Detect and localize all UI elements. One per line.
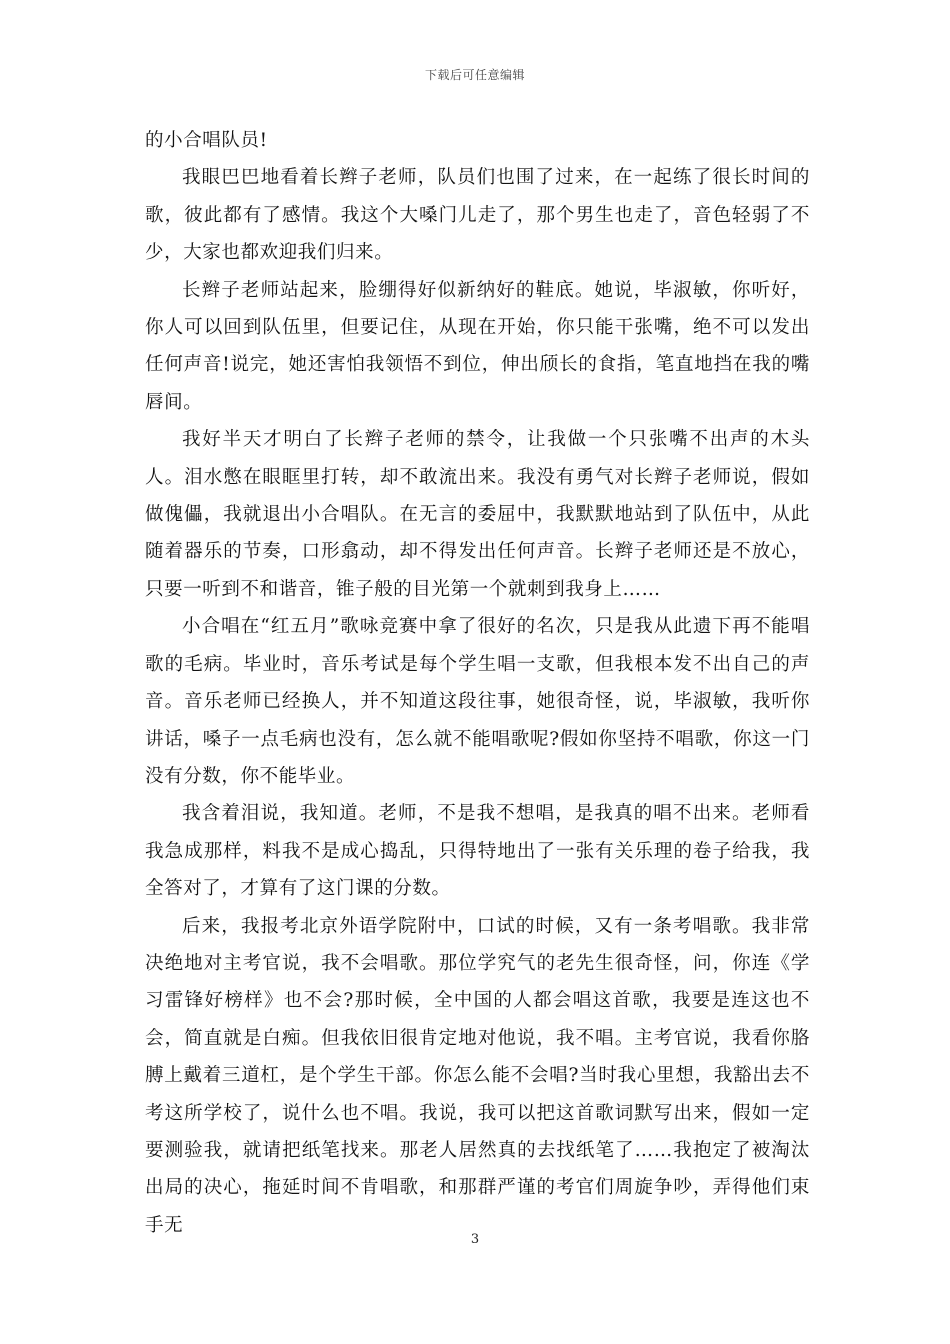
paragraph: 我含着泪说，我知道。老师，不是我不想唱，是我真的唱不出来。老师看我急成那样，料我不是成心捣乱，只得特地出了一张有关乐理的卷子给我，我全答对了，才算有了这门课的分数。 (145, 803, 810, 900)
page-number: 3 (470, 1232, 480, 1247)
paragraph: 长辫子老师站起来，脸绷得好似新纳好的鞋底。她说，毕淑敏，你听好，你人可以回到队伍里，但要记住，从现在开始，你只能干张嘴，绝不可以发出任何声音!说完，她还害怕我领悟不到位，伸出颀长的食指，笔直地挡在我的嘴唇间。 (145, 279, 810, 413)
paragraph: 小合唱在“红五月”歌咏竞赛中拿了很好的名次，只是我从此遗下再不能唱歌的毛病。毕业时，音乐考试是每个学生唱一支歌，但我根本发不出自己的声音。音乐老师已经换人，并不知道这段往事，她很奇怪，说，毕淑敏，我听你讲话，嗓子一点毛病也没有，怎么就不能唱歌呢?假如你坚持不唱歌，你这一门没有分数，你不能毕业。 (145, 616, 810, 787)
paragraph: 我好半天才明白了长辫子老师的禁令，让我做一个只张嘴不出声的木头人。泪水憋在眼眶里打转，却不敢流出来。我没有勇气对长辫子老师说，假如做傀儡，我就退出小合唱队。在无言的委屈中，我默默地站到了队伍中，从此随着器乐的节奏，口形翕动，却不得发出任何声音。长辫子老师还是不放心，只要一听到不和谐音，锥子般的目光第一个就刺到我身上…… (145, 429, 810, 600)
paragraph: 的小合唱队员! (145, 130, 268, 151)
paragraph: 后来，我报考北京外语学院附中，口试的时候，又有一条考唱歌。我非常决绝地对主考官说，我不会唱歌。那位学究气的老先生很奇怪，问，你连《学习雷锋好榜样》也不会?那时候，全中国的人都会唱这首歌，我要是连这也不会，简直就是白痴。但我依旧很肯定地对他说，我不唱。主考官说，我看你胳膊上戴着三道杠，是个学生干部。你怎么能不会唱?当时我心里想，我豁出去不考这所学校了，说什么也不唱。我说，我可以把这首歌词默写出来，假如一定要测验我，就请把纸笔找来。那老人居然真的去找纸笔了……我抱定了被淘汰出局的决心，拖延时间不肯唱歌，和那群严谨的考官们周旋争吵，弄得他们束手无 (145, 915, 810, 1236)
paragraph: 我眼巴巴地看着长辫子老师，队员们也围了过来，在一起练了很长时间的歌，彼此都有了感情。我这个大嗓门儿走了，那个男生也走了，音色轻弱了不少，大家也都欢迎我们归来。 (145, 167, 810, 264)
page-header: 下载后可任意编辑 (424, 68, 525, 82)
document-body (145, 122, 810, 1244)
